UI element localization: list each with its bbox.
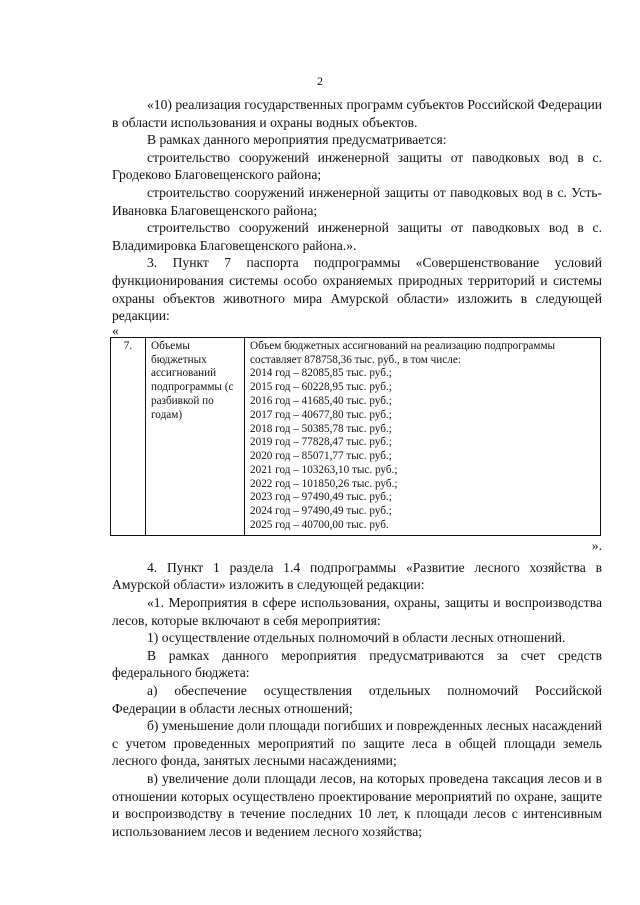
table-row-value bbox=[245, 337, 601, 535]
budget-year-line: 2020 год – 85071,77 тыс. руб.; bbox=[250, 450, 392, 463]
quote-open-mark: « bbox=[112, 322, 119, 338]
budget-year-line: 2014 год – 82085,85 тыс. руб.; bbox=[250, 367, 392, 380]
budget-year-line: 2023 год – 97490,49 тыс. руб.; bbox=[250, 491, 392, 504]
budget-year-line: 2021 год – 103263,10 тыс. руб.; bbox=[250, 463, 398, 476]
budget-year-line: 2024 год – 97490,49 тыс. руб.; bbox=[250, 505, 392, 518]
table-row-number: 7. bbox=[111, 337, 146, 535]
table-row-label: Объемы бюджетных ассигнований подпрограммы (с разбивкой по годам) bbox=[146, 337, 245, 535]
budget-year-line: 2016 год – 41685,40 тыс. руб.; bbox=[250, 394, 392, 407]
paragraph-point-4: 4. Пункт 1 раздела 1.4 подпрограммы «Развитие лесного хозяйства в Амурской области» изложить в следующей редакции: bbox=[112, 559, 602, 593]
budget-year-line: 2017 год – 40677,80 тыс. руб.; bbox=[250, 408, 392, 421]
document-body bbox=[112, 96, 602, 840]
paragraph-point-3: 3. Пункт 7 паспорта подпрограммы «Совершенствование условий функционирования системы особо охраняемых природных территорий и системы охраны объектов животного мира Амурской области» изложить в следующей редакции: bbox=[112, 255, 602, 324]
budget-year-line: 2025 год – 40700,00 тыс. руб. bbox=[250, 519, 389, 532]
paragraph-subitem-v: в) увеличение доли площади лесов, на которых проведена таксация лесов и в отношении которых осуществлено проектирование мероприятий по охране, защите и воспроизводству в течение последних 10 лет, к площади лесов с интенсивным использованием лесов и ведением лесного хозяйства; bbox=[112, 771, 602, 839]
quote-close-mark: ». bbox=[591, 537, 602, 553]
paragraph-subitem-b: б) уменьшение доли площади погибших и поврежденных лесных насаждений с учетом проведенных мероприятий по защите леса в общей площади земель лесного фонда, занятых лесными насаждениями; bbox=[112, 718, 602, 769]
passport-table bbox=[110, 337, 601, 536]
page-number: 2 bbox=[317, 74, 323, 88]
budget-year-line: 2022 год – 101850,26 тыс. руб.; bbox=[250, 477, 398, 490]
budget-year-line: 2015 год – 60228,95 тыс. руб.; bbox=[250, 381, 392, 394]
budget-year-line: 2018 год – 50385,78 тыс. руб.; bbox=[250, 422, 392, 435]
budget-intro: Объем бюджетных ассигнований на реализацию подпрограммы составляет 878758,36 тыс. руб., в том числе: bbox=[250, 339, 556, 366]
paragraph-ust-ivanovka: строительство сооружений инженерной защиты от паводковых вод в с. Усть-Ивановка Благовещенского района; bbox=[112, 184, 602, 218]
budget-year-line: 2019 год – 77828,47 тыс. руб.; bbox=[250, 436, 392, 449]
paragraph-federal-budget: В рамках данного мероприятия предусматриваются за счет средств федерального бюджета: bbox=[112, 647, 602, 681]
paragraph-measures-intro: В рамках данного мероприятия предусматривается: bbox=[147, 132, 447, 148]
paragraph-vladimirovka: строительство сооружений инженерной защиты от паводковых вод в с. Владимировка Благовещенского района.». bbox=[112, 220, 602, 253]
paragraph-subitem-a: а) обеспечение осуществления отдельных полномочий Российской Федерации в области лесных отношений; bbox=[112, 683, 602, 716]
table-row bbox=[111, 337, 601, 535]
paragraph-subitem-1: 1) осуществление отдельных полномочий в области лесных отношений. bbox=[147, 630, 566, 646]
paragraph-forest-measures: «1. Мероприятия в сфере использования, охраны, защиты и воспроизводства лесов, которые включают в себя мероприятия: bbox=[112, 595, 602, 628]
paragraph-grodekovo: строительство сооружений инженерной защиты от паводковых вод в с. Гродеково Благовещенского района; bbox=[112, 149, 602, 183]
paragraph-item-10: «10) реализация государственных программ субъектов Российской Федерации в области использования и охраны водных объектов. bbox=[112, 97, 602, 130]
